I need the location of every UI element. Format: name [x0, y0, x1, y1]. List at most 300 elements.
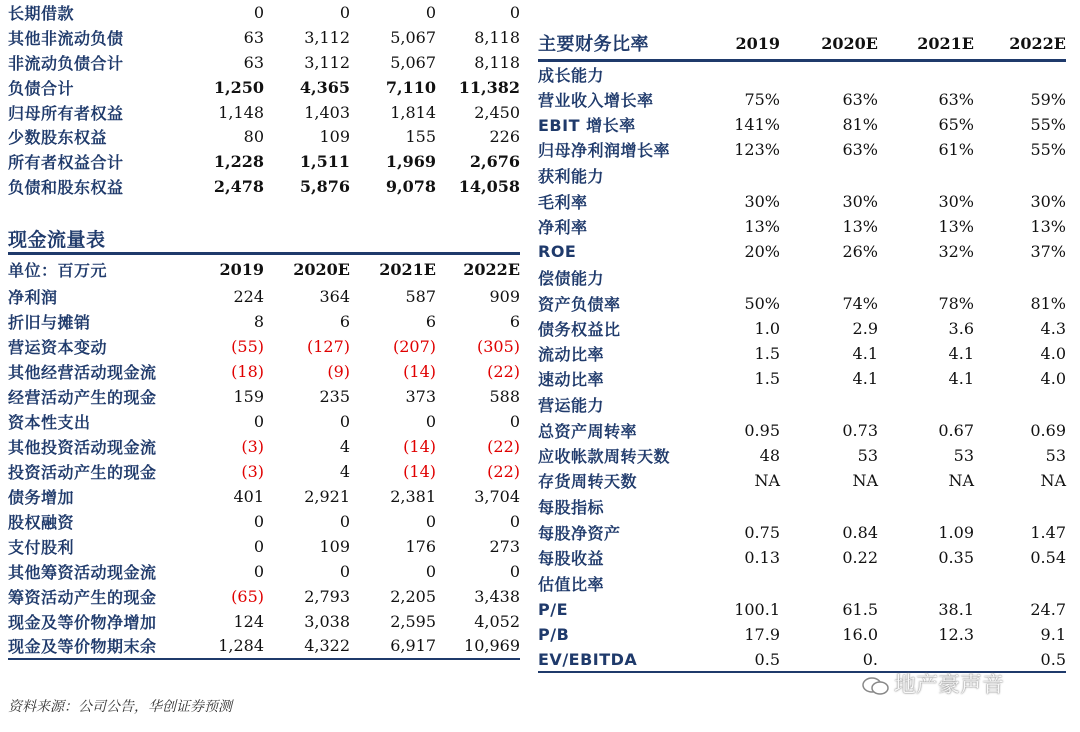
balance-cell: 2,676 — [469, 152, 520, 172]
ratio-cell: 13% — [744, 217, 780, 236]
ratio-cell: 37% — [1030, 242, 1066, 261]
ratio-cell: 0.13 — [744, 548, 780, 567]
balance-cell: 5,876 — [299, 177, 350, 197]
ratio-cell: 100.1 — [734, 600, 780, 619]
cashflow-cell: 176 — [405, 536, 436, 556]
balance-cell: 1,148 — [218, 102, 264, 122]
cashflow-row-label: 股权融资 — [8, 512, 75, 532]
ratio-cell: 50% — [744, 294, 780, 313]
cash-year-3: 2022E — [463, 259, 521, 279]
ratio-cell: 2.9 — [852, 319, 878, 338]
ratio-cell: 78% — [938, 294, 974, 313]
cashflow-cell: 0 — [253, 511, 264, 531]
ratio-cell: 53 — [857, 446, 878, 465]
ratio-cell: 17.9 — [744, 625, 780, 644]
ratio-row — [538, 570, 1066, 597]
ratio-cell: 81% — [1030, 294, 1066, 313]
cashflow-cell: 0 — [509, 411, 521, 431]
cashflow-cell: 159 — [233, 386, 264, 406]
ratio-row — [538, 418, 1066, 443]
ratio-cell: 0.5 — [718, 647, 780, 672]
balance-row — [8, 149, 520, 174]
cashflow-row — [8, 409, 520, 434]
cashflow-cell: (207) — [392, 336, 436, 356]
balance-cell: 226 — [489, 127, 520, 147]
ratio-year-2: 2021E — [878, 28, 974, 60]
ratio-row — [538, 87, 1066, 112]
ratio-cell — [780, 264, 878, 291]
cashflow-cell: 6,917 — [350, 634, 436, 659]
ratio-row — [538, 366, 1066, 391]
balance-row — [8, 174, 520, 199]
balance-cell: 109 — [319, 127, 350, 147]
cashflow-row-label: 其他投资活动现金流 — [8, 437, 157, 457]
ratio-row-label: 营业收入增长率 — [538, 91, 654, 110]
ratio-cell: 1.47 — [1030, 523, 1066, 542]
ratio-row-label: 每股收益 — [538, 549, 605, 568]
ratio-cell: 13% — [938, 217, 974, 236]
watermark-text: 地产豪声音 — [894, 673, 1005, 698]
balance-cell: 63 — [243, 52, 264, 72]
ratio-row-label: 毛利率 — [538, 193, 588, 212]
ratio-cell: 4.1 — [852, 369, 878, 388]
cashflow-cell: (127) — [306, 336, 350, 356]
balance-cell: 1,228 — [213, 152, 264, 172]
ratio-row — [538, 214, 1066, 239]
cashflow-row-label: 净利润 — [8, 287, 58, 307]
ratio-row-label: 速动比率 — [538, 370, 605, 389]
ratio-cell: 4.1 — [948, 369, 974, 388]
balance-cell: 4,365 — [299, 77, 350, 97]
cashflow-row-label: 支付股利 — [8, 537, 75, 557]
ratio-row-label: 总资产周转率 — [538, 422, 638, 441]
balance-cell: 80 — [243, 127, 264, 147]
balance-cell: 63 — [243, 27, 264, 47]
cashflow-row-label: 资本性支出 — [8, 412, 91, 432]
ratio-row-label: 每股指标 — [538, 498, 605, 517]
ratio-cell: 0.5 — [974, 647, 1066, 672]
ratio-year-1: 2020E — [780, 28, 878, 60]
ratio-cell: 13% — [1030, 217, 1066, 236]
ratio-cell: 81% — [842, 115, 878, 134]
ratio-row-label: 归母净利润增长率 — [538, 141, 671, 160]
ratio-row-label: 资产负债率 — [538, 295, 621, 314]
ratio-cell: NA — [852, 471, 878, 490]
ratio-cell: 20% — [744, 242, 780, 261]
balance-cell: 14,058 — [458, 177, 520, 197]
cashflow-cell: 0 — [339, 561, 350, 581]
cashflow-cell: 373 — [405, 386, 436, 406]
ratio-cell: 1.5 — [754, 344, 780, 363]
source-note: 资料来源：公司公告，华创证券预测 — [8, 699, 232, 715]
cashflow-cell: 6 — [509, 311, 521, 331]
cashflow-row — [8, 609, 520, 634]
ratio-row-label: 营运能力 — [538, 396, 605, 415]
cashflow-cell: 273 — [489, 536, 521, 556]
ratio-row-label: 成长能力 — [538, 65, 605, 85]
balance-cell: 155 — [405, 127, 436, 147]
ratio-row-label: 存货周转天数 — [538, 472, 638, 491]
ratio-cell: 63% — [842, 140, 878, 159]
ratio-cell: 9.1 — [1040, 625, 1066, 644]
ratio-cell: NA — [948, 471, 974, 490]
cashflow-cell: 2,921 — [304, 486, 350, 506]
cashflow-cell: 0 — [425, 511, 436, 531]
cashflow-row — [8, 334, 520, 359]
balance-cell: 0 — [509, 2, 520, 22]
ratio-cell — [718, 264, 780, 291]
ratio-cell: 32% — [938, 242, 974, 261]
ratio-cell: 30% — [1030, 192, 1066, 211]
ratios-table — [538, 28, 1066, 673]
ratio-row-label: 净利率 — [538, 218, 588, 237]
balance-row — [8, 25, 520, 50]
cashflow-row-label: 折旧与摊销 — [8, 312, 91, 332]
left-panel — [8, 0, 520, 660]
ratio-cell: 12.3 — [938, 625, 974, 644]
cashflow-cell: 909 — [489, 286, 521, 306]
balance-row — [8, 0, 520, 25]
cashflow-cell: 2,205 — [390, 586, 436, 606]
cashflow-cell: 588 — [489, 386, 521, 406]
ratio-cell: 0. — [780, 647, 878, 672]
cash-year-2: 2021E — [379, 259, 436, 279]
right-panel — [538, 0, 1066, 673]
cashflow-row — [8, 434, 520, 459]
ratio-cell: 61% — [938, 140, 974, 159]
cashflow-cell: 3,038 — [304, 611, 350, 631]
ratio-row — [538, 341, 1066, 366]
cashflow-row-label: 其他经营活动现金流 — [8, 362, 157, 382]
ratio-cell: 0.73 — [842, 421, 878, 440]
balance-row — [8, 50, 520, 75]
cashflow-cell: (14) — [403, 361, 436, 381]
cashflow-cell: 4 — [339, 461, 350, 481]
cashflow-cell: (305) — [476, 336, 521, 356]
ratio-cell: 1.0 — [754, 319, 780, 338]
ratio-row — [538, 391, 1066, 418]
ratio-cell: 0.75 — [744, 523, 780, 542]
balance-cell: 0 — [339, 2, 350, 22]
cashflow-cell: 2,595 — [390, 611, 436, 631]
balance-cell: 11,382 — [458, 77, 520, 97]
ratio-row — [538, 162, 1066, 189]
ratio-cell: 48 — [759, 446, 780, 465]
cashflow-row — [8, 509, 520, 534]
balance-cell: 3,112 — [304, 27, 350, 47]
ratio-cell: 63% — [842, 90, 878, 109]
ratio-cell — [974, 493, 1066, 520]
ratio-cell: 13% — [842, 217, 878, 236]
cashflow-cell: 0 — [253, 536, 264, 556]
cashflow-row — [8, 384, 520, 409]
ratio-row — [538, 239, 1066, 264]
ratio-cell: NA — [754, 471, 780, 490]
ratio-cell: 75% — [744, 90, 780, 109]
ratio-year-3: 2022E — [974, 28, 1066, 60]
ratio-row-label: EV/EBITDA — [538, 647, 718, 672]
cashflow-cell: 124 — [233, 611, 264, 631]
ratio-cell — [780, 570, 878, 597]
ratio-cell: 141% — [734, 115, 780, 134]
balance-row-label: 所有者权益合计 — [8, 153, 124, 173]
cashflow-cell: (3) — [241, 436, 264, 456]
cashflow-cell: 6 — [425, 311, 436, 331]
ratio-row — [538, 112, 1066, 137]
cashflow-row — [8, 559, 520, 584]
ratio-cell: NA — [1040, 471, 1066, 490]
balance-cell: 1,511 — [299, 152, 350, 172]
ratio-cell — [974, 264, 1066, 291]
cashflow-cell: 0 — [425, 561, 436, 581]
ratio-row-label: ROE — [538, 242, 577, 261]
balance-cell: 3,112 — [304, 52, 350, 72]
ratio-cell: 1.09 — [938, 523, 974, 542]
ratio-cell: 38.1 — [938, 600, 974, 619]
ratio-row — [538, 520, 1066, 545]
balance-row-label: 非流动负债合计 — [8, 53, 124, 73]
ratio-cell: 63% — [938, 90, 974, 109]
cashflow-cell: 6 — [339, 311, 350, 331]
ratio-cell — [974, 162, 1066, 189]
ratio-row — [538, 622, 1066, 647]
ratio-cell: 30% — [938, 192, 974, 211]
ratio-cell — [718, 162, 780, 189]
balance-cell: 1,814 — [390, 102, 436, 122]
ratio-cell — [780, 60, 878, 87]
ratio-row-label: EBIT 增长率 — [538, 116, 636, 135]
ratio-row — [538, 291, 1066, 316]
ratio-cell: 55% — [1030, 115, 1066, 134]
ratio-cell — [718, 493, 780, 520]
cashflow-cell: 10,969 — [436, 634, 520, 659]
ratio-cell: 4.3 — [1040, 319, 1066, 338]
ratio-cell: 0.84 — [842, 523, 878, 542]
ratio-cell — [718, 570, 780, 597]
ratio-cell: 55% — [1030, 140, 1066, 159]
cashflow-cell: 0 — [339, 411, 350, 431]
ratio-cell: 0.54 — [1030, 548, 1066, 567]
cashflow-cell: 0 — [425, 411, 436, 431]
cashflow-cell: (55) — [231, 336, 264, 356]
cashflow-row — [8, 284, 520, 309]
ratio-row — [538, 493, 1066, 520]
balance-cell: 1,250 — [213, 77, 264, 97]
cashflow-cell: 0 — [339, 511, 350, 531]
balance-row-label: 其他非流动负债 — [8, 28, 124, 48]
ratio-row-label: 每股净资产 — [538, 524, 621, 543]
ratio-cell: 4.0 — [1040, 369, 1066, 388]
unit-label: 单位：百万元 — [8, 260, 108, 280]
ratio-cell: 53 — [1045, 446, 1066, 465]
balance-sheet-tail-table — [8, 0, 520, 199]
balance-cell: 0 — [253, 2, 264, 22]
ratio-cell: 53 — [953, 446, 974, 465]
ratio-cell: 0.35 — [938, 548, 974, 567]
cashflow-cell: 4,322 — [264, 634, 350, 659]
ratio-cell: 3.6 — [948, 319, 974, 338]
ratio-cell: 1.5 — [754, 369, 780, 388]
ratio-row-label: P/B — [538, 625, 570, 644]
cashflow-row-label: 其他筹资活动现金流 — [8, 562, 157, 582]
ratio-cell — [878, 264, 974, 291]
cashflow-cell: (14) — [403, 436, 436, 456]
balance-row — [8, 100, 520, 125]
cashflow-cell: 0 — [253, 561, 264, 581]
ratio-cell — [878, 570, 974, 597]
cashflow-row — [8, 634, 520, 659]
ratio-cell: 4.1 — [948, 344, 974, 363]
cashflow-title: 现金流量表 — [8, 225, 520, 254]
ratio-cell: 0.22 — [842, 548, 878, 567]
balance-cell: 2,450 — [474, 102, 520, 122]
balance-cell: 9,078 — [385, 177, 436, 197]
ratio-cell: 59% — [1030, 90, 1066, 109]
ratio-row — [538, 60, 1066, 87]
cashflow-cell: 8 — [253, 311, 264, 331]
ratios-title: 主要财务比率 — [538, 28, 718, 60]
balance-cell: 1,969 — [385, 152, 436, 172]
cashflow-row-label: 筹资活动产生的现金 — [8, 587, 157, 607]
cashflow-cell: 235 — [319, 386, 350, 406]
balance-cell: 8,118 — [474, 52, 520, 72]
cashflow-row — [8, 359, 520, 384]
cashflow-row-label: 投资活动产生的现金 — [8, 462, 157, 482]
ratio-row-label: P/E — [538, 600, 568, 619]
cashflow-row-label: 债务增加 — [8, 487, 75, 507]
ratio-cell: 74% — [842, 294, 878, 313]
ratio-cell — [878, 60, 974, 87]
ratio-cell — [780, 162, 878, 189]
cashflow-cell: (22) — [487, 361, 521, 381]
ratio-cell: 16.0 — [842, 625, 878, 644]
ratio-cell — [780, 391, 878, 418]
ratio-cell — [878, 391, 974, 418]
cashflow-cell: 4,052 — [474, 611, 521, 631]
ratio-cell — [718, 60, 780, 87]
cashflow-table — [8, 225, 520, 660]
ratio-row — [538, 316, 1066, 341]
cashflow-cell: 2,381 — [390, 486, 436, 506]
balance-row — [8, 75, 520, 100]
ratio-cell: 30% — [744, 192, 780, 211]
balance-cell: 1,403 — [304, 102, 350, 122]
ratio-cell: 0.69 — [1030, 421, 1066, 440]
ratio-row — [538, 545, 1066, 570]
ratio-cell — [878, 493, 974, 520]
ratio-row — [538, 264, 1066, 291]
ratio-row — [538, 189, 1066, 214]
ratio-cell: 61.5 — [842, 600, 878, 619]
ratio-cell: 26% — [842, 242, 878, 261]
balance-row-label: 归母所有者权益 — [8, 103, 124, 123]
ratio-cell: 0.67 — [938, 421, 974, 440]
cashflow-row — [8, 584, 520, 609]
cash-year-0: 2019 — [219, 259, 264, 279]
ratio-row — [538, 443, 1066, 468]
cashflow-row — [8, 309, 520, 334]
cashflow-cell: 364 — [319, 286, 350, 306]
balance-row-label: 负债和股东权益 — [8, 178, 124, 198]
cashflow-cell: 1,284 — [184, 634, 264, 659]
cashflow-cell: (3) — [241, 461, 264, 481]
cashflow-cell: (9) — [327, 361, 350, 381]
cashflow-row-label: 现金及等价物期末余 — [8, 634, 184, 659]
ratio-cell: 24.7 — [1030, 600, 1066, 619]
ratio-row — [538, 597, 1066, 622]
cashflow-cell: (65) — [231, 586, 264, 606]
cashflow-cell: 224 — [233, 286, 264, 306]
ratio-cell: 4.1 — [852, 344, 878, 363]
ratio-row-label: 获利能力 — [538, 167, 605, 186]
cashflow-cell: 4 — [339, 436, 350, 456]
cashflow-cell: 0 — [509, 561, 521, 581]
ratio-cell — [974, 60, 1066, 87]
balance-row-label: 负债合计 — [8, 78, 75, 98]
balance-cell: 0 — [425, 2, 436, 22]
cashflow-cell: (14) — [403, 461, 436, 481]
ratio-cell — [974, 570, 1066, 597]
cashflow-cell: 109 — [319, 536, 350, 556]
ratio-row-label: 流动比率 — [538, 345, 605, 364]
ratio-cell: 0.95 — [744, 421, 780, 440]
ratio-cell — [878, 162, 974, 189]
cashflow-cell: 3,438 — [474, 586, 521, 606]
ratio-row-label: 估值比率 — [538, 575, 605, 594]
cashflow-cell: 0 — [509, 511, 521, 531]
cashflow-row — [8, 534, 520, 559]
balance-cell: 7,110 — [385, 77, 436, 97]
balance-row-label: 长期借款 — [8, 3, 75, 23]
cashflow-row-label: 经营活动产生的现金 — [8, 387, 157, 407]
cashflow-cell: 2,793 — [304, 586, 350, 606]
cashflow-cell: (18) — [231, 361, 264, 381]
watermark — [862, 668, 1004, 699]
ratio-cell: 123% — [734, 140, 780, 159]
ratio-cell — [974, 391, 1066, 418]
cashflow-row — [8, 484, 520, 509]
ratio-cell — [780, 493, 878, 520]
balance-row-label: 少数股东权益 — [8, 128, 108, 148]
cashflow-cell: (22) — [487, 436, 521, 456]
ratio-row-label: 偿债能力 — [538, 269, 605, 288]
cashflow-cell: 401 — [233, 486, 264, 506]
balance-cell: 8,118 — [474, 27, 520, 47]
ratio-row-label: 应收帐款周转天数 — [538, 447, 671, 466]
cashflow-cell: 587 — [405, 286, 436, 306]
cashflow-cell: (22) — [487, 461, 521, 481]
cashflow-row — [8, 459, 520, 484]
ratio-cell: 30% — [842, 192, 878, 211]
balance-cell: 2,478 — [213, 177, 264, 197]
cash-year-1: 2020E — [293, 259, 350, 279]
ratio-year-0: 2019 — [718, 28, 780, 60]
balance-row — [8, 124, 520, 149]
ratio-cell: 4.0 — [1040, 344, 1066, 363]
ratio-row — [538, 468, 1066, 493]
ratio-row-label: 债务权益比 — [538, 320, 621, 339]
balance-cell: 5,067 — [390, 27, 436, 47]
ratio-row — [538, 137, 1066, 162]
balance-cell: 5,067 — [390, 52, 436, 72]
ratio-cell — [718, 391, 780, 418]
wechat-icon — [862, 676, 890, 696]
cashflow-cell: 0 — [253, 411, 264, 431]
cashflow-row-label: 现金及等价物净增加 — [8, 612, 157, 632]
ratio-cell: 65% — [938, 115, 974, 134]
cashflow-cell: 3,704 — [474, 486, 521, 506]
cashflow-row-label: 营运资本变动 — [8, 337, 108, 357]
